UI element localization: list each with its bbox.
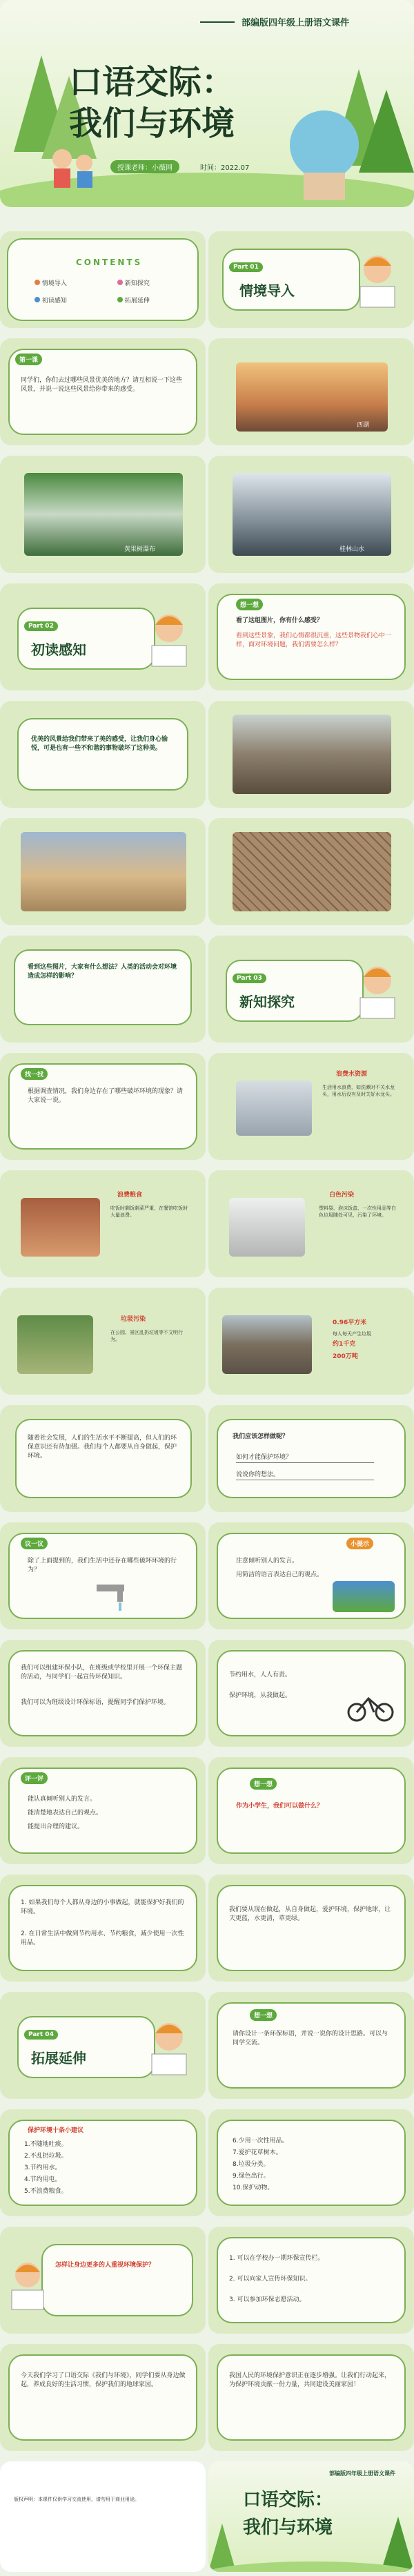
feeling-text: 优美的风景给我们带来了美的感受，让我们身心愉悦，可是也有一些不和谐的事物破坏了这种美。 (31, 736, 168, 752)
plan-slide (0, 1640, 206, 1747)
cartoon-reader (346, 245, 408, 314)
running-tap-photo (236, 1081, 312, 1136)
contents-item-1[interactable]: 情境导入 (34, 280, 67, 289)
cartoon-reader (138, 604, 200, 673)
children-illustration (41, 138, 103, 200)
evaluate-tag: 评一评 (21, 1772, 48, 1784)
summary-left-1: 1. 如果我们每个人都从身边的小事做起，就能保护好我们的环境。 (21, 1899, 184, 1915)
stat-daily: 每人每天产生垃圾 (333, 1331, 371, 1337)
advice-right-slide (208, 2109, 414, 2216)
water-tag: 浪费水资源 (336, 1071, 368, 1078)
stat-area: 0.96平方米 (333, 1319, 367, 1326)
extension-slide (208, 1992, 414, 2099)
closing-right-slide (208, 2344, 414, 2451)
evaluate-line-3: 能提出合理的建议。 (28, 1823, 84, 1830)
footer-title-line1: 口语交际： (243, 2490, 333, 2510)
discuss2-text: 除了上面提到的，我们生活中还存在哪些破坏环境的行为？ (28, 1558, 177, 1573)
white-text: 塑料袋、泡沫饭盒、一次性用品等白色垃圾随处可见，污染了环境。 (319, 1205, 396, 1218)
contents-slide (0, 231, 206, 328)
copyright-text: 版权声明：本课件仅供学习交流使用，请勿用于商业用途。 (14, 2497, 139, 2502)
discuss-slide (0, 1405, 206, 1512)
garbage-sorting-photo (333, 1581, 395, 1612)
think1-slide (208, 583, 414, 690)
advice-4: 4.节约用电。 (24, 2176, 61, 2183)
tree-decoration (208, 2503, 414, 2572)
contents-item-2[interactable]: 新知探究 (117, 280, 150, 289)
summary-left-2: 2. 在日常生活中做到节约用水、节约粮食，减少使用一次性用品。 (21, 1930, 184, 1946)
closing-cover-slide (208, 2461, 414, 2572)
awareness-answer-2: 2. 可以向家人宣传环保知识。 (229, 2276, 312, 2283)
trash-slide (0, 1288, 206, 1395)
awareness-question: 怎样让身边更多的人重视环境保护？ (55, 2262, 155, 2269)
advice-8: 8.垃圾分类。 (233, 2161, 270, 2168)
intro-text: 同学们，你们去过哪些风景优美的地方？请互相说一下这些风景，并说一说这些风景给你带来的感受。 (21, 377, 183, 393)
white-tag: 白色污染 (329, 1192, 355, 1199)
faucet-icon (90, 1578, 131, 1612)
summary-right-slide (208, 1875, 414, 1982)
ask-line-1: 如何才能保护环境？ (236, 1453, 374, 1463)
advice-9: 9.绿色出行。 (233, 2173, 270, 2180)
dot-icon (34, 297, 40, 302)
intro-tag: 第一课 (15, 354, 42, 365)
desertification-photo (21, 832, 186, 911)
water-slide (208, 1053, 414, 1160)
stat-slide (208, 1288, 414, 1395)
part2-title: 初读感知 (31, 641, 86, 658)
closing-right: 我国人民的环境保护意识正在逐步增强。让我们行动起来，为保护环境贡献一份力量，共同建设美丽家园！ (229, 2372, 391, 2388)
food-tag: 浪费粮食 (117, 1192, 143, 1199)
cover-title-line2: 我们与环境 (69, 104, 235, 143)
cover-title-line1: 口语交际： (69, 63, 235, 101)
dot-icon (117, 297, 123, 302)
stat-kg: 约1千克 (333, 1341, 356, 1348)
copyright-slide (0, 2461, 206, 2572)
advice-7: 7.爱护花草树木。 (233, 2149, 282, 2156)
feeling-slide (0, 701, 206, 808)
part3-title: 新知探究 (239, 994, 295, 1010)
question-text: 看到这些图片，大家有什么想法？人类的活动会对环境造成怎样的影响？ (28, 964, 177, 980)
stumps-slide (208, 701, 414, 808)
discuss2-slide (0, 1522, 206, 1629)
dot-icon (117, 280, 123, 285)
advice-3: 3.节约用水。 (24, 2165, 61, 2171)
part4-label: Part 04 (24, 2030, 58, 2040)
summary-slide (0, 1875, 206, 1982)
ask-slide (208, 1405, 414, 1512)
guilin-photo (233, 473, 391, 556)
stat-tons: 200万吨 (333, 1353, 358, 1360)
ask-line-2: 说说你的想法。 (236, 1471, 374, 1480)
advice-title: 保护环境十条小建议 (28, 2127, 84, 2134)
cartoon-reader (3, 2254, 52, 2316)
advice-slide (0, 2109, 206, 2216)
contents-heading: CONTENTS (76, 258, 143, 267)
question-slide (0, 936, 206, 1043)
discuss-text: 随着社会发展，人们的生活水平不断提高，但人们的环保意识还有待加强。我们每个人都要从自身做起，保护环境。 (28, 1435, 177, 1460)
contents-item-3[interactable]: 初读感知 (34, 297, 67, 306)
caption-west-lake: 西湖 (357, 422, 370, 429)
intro-slide (0, 338, 206, 445)
cover-subject: 部编版四年级上册语文课件 (241, 18, 350, 28)
cracked-earth-photo (233, 832, 391, 911)
waterfall-photo (24, 473, 183, 556)
awareness-answers-slide (208, 2227, 414, 2334)
awareness-answer-3: 3. 可以参加环保志愿活动。 (229, 2296, 306, 2303)
caption-guilin: 桂林山水 (339, 546, 365, 553)
trash-tag: 垃圾污染 (121, 1316, 146, 1323)
food-slide (0, 1170, 206, 1277)
think2-text: 作为小学生，我们可以做什么？ (236, 1803, 324, 1810)
advice-2: 2.不乱扔垃圾。 (24, 2153, 68, 2160)
think1-answer: 看到这些景象，我们心情都很沉重，这些景物我们心中一样，面对环境问题，我们需要怎么样？ (236, 632, 392, 648)
part1-slide (208, 231, 414, 328)
extension-tag: 想一想 (250, 2009, 277, 2021)
research-slide (0, 1053, 206, 1160)
evaluate-line-2: 能清楚地表达自己的观点。 (28, 1810, 103, 1817)
bicycle-icon (346, 1688, 395, 1723)
tip-2: 用简洁的语言表达自己的观点。 (236, 1571, 324, 1578)
food-text: 吃饭时剩饭剩菜严重，在餐馆吃饭时大量浪费。 (110, 1205, 188, 1218)
closing-slide (0, 2344, 206, 2451)
part4-slide (0, 1992, 206, 2099)
plan-text-1: 我们可以组建环保小队，在班级或学校里开展一个环保主题的活动，与同学们一起宣传环保知识。 (21, 1665, 183, 1681)
awareness-answer-1: 1. 可以在学校办一期环保宣传栏。 (229, 2255, 324, 2262)
date-label: 时间：2022.07 (200, 164, 250, 172)
photo-slide-3 (208, 456, 414, 573)
dot-icon (34, 280, 40, 285)
desert-slide (0, 818, 206, 925)
advice-6: 6.少用一次性用品。 (233, 2138, 288, 2144)
part2-slide (0, 583, 206, 690)
footer-subject: 部编版四年级上册语文课件 (329, 2470, 395, 2477)
part1-title: 情境导入 (239, 282, 295, 299)
part4-title: 拓展延伸 (31, 2050, 86, 2066)
water-text: 生活用水浪费，如洗漱时不关水龙头，用水后没有及时关好水龙头。 (322, 1085, 395, 1097)
think1-question: 看了这组图片，你有什么感受？ (236, 617, 324, 624)
evaluate-slide (0, 1757, 206, 1864)
awareness-slide (0, 2227, 206, 2334)
part3-label: Part 03 (233, 974, 266, 983)
extension-text: 请你设计一条环保标语，并说一说你的设计思路。可以与同学交流。 (233, 2031, 388, 2046)
research-text: 根据调查情况，我们身边存在了哪些破坏环境的现象？请大家说一说。 (28, 1088, 184, 1104)
advice-5: 5.不浪费粮食。 (24, 2188, 68, 2195)
landfill-photo (222, 1315, 312, 1374)
cartoon-reader (346, 956, 408, 1025)
drought-slide (208, 818, 414, 925)
plan-side-2: 保护环境，从我做起。 (229, 1692, 292, 1699)
caption-waterfall: 黄果树瀑布 (124, 546, 156, 553)
research-tag: 找一找 (21, 1068, 48, 1080)
closing-left: 今天我们学习了口语交际《我们与环境》，同学们要从身边做起，养成良好的生活习惯，保护我们的地球家园。 (21, 2372, 186, 2388)
tree-stumps-photo (233, 715, 391, 794)
trash-text: 在公园、景区乱扔垃圾等不文明行为。 (110, 1330, 183, 1342)
cover-slide (0, 0, 414, 207)
tip-1: 注意倾听别人的发言。 (236, 1558, 299, 1565)
photo-slide-1 (208, 338, 414, 445)
plastic-waste-photo (229, 1198, 305, 1257)
summary-right: 我们要从现在做起，从自身做起，爱护环境，保护地球，让天更蓝，水更清，草更绿。 (229, 1906, 391, 1922)
evaluate-line-1: 能认真倾听别人的发言。 (28, 1796, 97, 1803)
litter-photo (17, 1315, 93, 1374)
part1-label: Part 01 (229, 262, 263, 272)
contents-item-4[interactable]: 拓展延伸 (117, 297, 150, 306)
tips-tag: 小提示 (346, 1538, 373, 1549)
part3-slide (208, 936, 414, 1043)
discuss2-tag: 议一议 (21, 1538, 48, 1549)
plan-text-2: 我们可以为班级设计环保标语，提醒同学们保护环境。 (21, 1699, 170, 1706)
white-slide (208, 1170, 414, 1277)
plan-side-slide (208, 1640, 414, 1747)
plan-side-1: 节约用水，人人有责。 (229, 1672, 292, 1678)
think1-tag: 想一想 (236, 599, 263, 610)
think2-slide (208, 1757, 414, 1864)
ask-text: 我们应该怎样做呢？ (233, 1433, 289, 1440)
cartoon-reader (138, 2013, 200, 2082)
think2-tag: 想一想 (250, 1778, 277, 1790)
photo-slide-2 (0, 456, 206, 573)
teacher-badge: 授课老师：小薇网 (110, 160, 179, 173)
advice-10: 10.保护动物。 (233, 2185, 274, 2191)
advice-1: 1.不随地吐痰。 (24, 2141, 68, 2148)
food-waste-photo (21, 1198, 100, 1257)
part2-label: Part 02 (24, 621, 58, 631)
footer-title-line2: 我们与环境 (243, 2517, 333, 2538)
tips-slide (208, 1522, 414, 1629)
